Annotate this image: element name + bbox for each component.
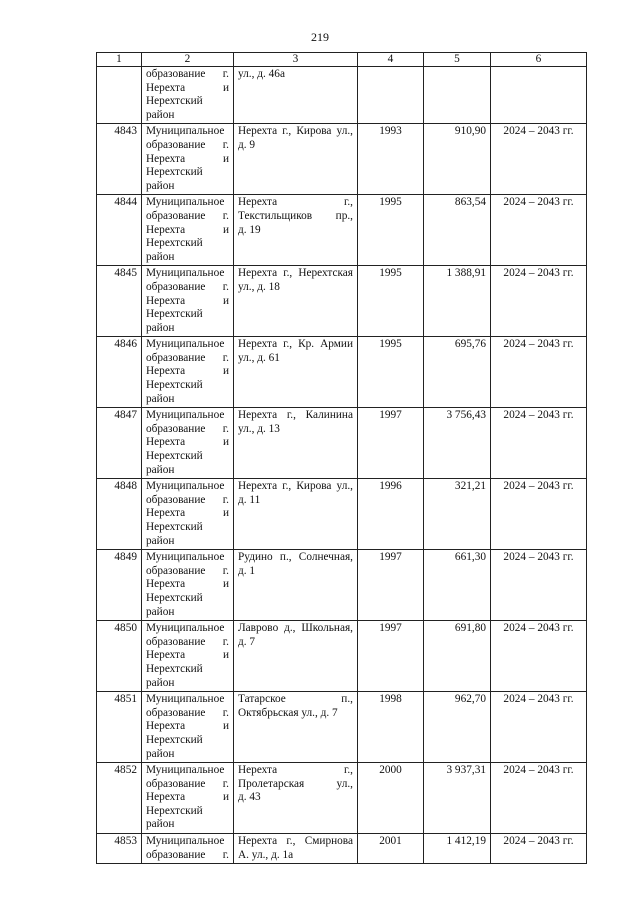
owner-line: район <box>146 250 175 263</box>
address-line: Нерехта г., Кирова ул., <box>238 480 353 493</box>
page-number: 219 <box>311 30 329 44</box>
address-line: д. 43 <box>238 791 261 804</box>
address-line: Пролетарская ул., <box>238 777 353 790</box>
period-cell: 2024 – 2043 гг. <box>491 621 587 692</box>
record-number: 4849 <box>97 550 142 621</box>
address-line: Рудино п., Солнечная, <box>238 551 353 564</box>
address-cell <box>234 479 358 550</box>
owner-line: район <box>146 108 175 121</box>
owner-line: образование г. <box>146 138 229 151</box>
address-line: д. 9 <box>238 138 256 151</box>
table-row <box>97 621 587 692</box>
owner-line: образование г. <box>146 493 229 506</box>
address-line: Нерехта г., Кирова ул., <box>238 125 353 138</box>
owner-line: район <box>146 676 175 689</box>
owner-cell <box>142 266 234 337</box>
owner-line: образование г. <box>146 280 229 293</box>
owner-cell <box>142 479 234 550</box>
address-cell <box>234 67 358 124</box>
column-header: 4 <box>358 53 424 67</box>
area-cell: 962,70 <box>424 692 491 763</box>
period-cell: 2024 – 2043 гг. <box>491 692 587 763</box>
period-cell: 2024 – 2043 гг. <box>491 479 587 550</box>
column-header: 6 <box>491 53 587 67</box>
record-number: 4853 <box>97 834 142 864</box>
address-line: ул., д. 46а <box>238 68 285 80</box>
year-cell <box>358 67 424 124</box>
owner-line: Муниципальное <box>146 338 225 351</box>
owner-line: Нерехтский <box>146 591 203 604</box>
owner-cell <box>142 337 234 408</box>
address-line: Лаврово д., Школьная, <box>238 622 353 635</box>
owner-line: Нерехта и <box>146 507 229 520</box>
table-row <box>97 763 587 834</box>
owner-line: Муниципальное <box>146 267 225 280</box>
record-number: 4851 <box>97 692 142 763</box>
record-number: 4850 <box>97 621 142 692</box>
address-line: Октябрьская ул., д. 7 <box>238 706 338 719</box>
owner-cell <box>142 550 234 621</box>
column-header: 5 <box>424 53 491 67</box>
address-line: Нерехта г., <box>238 196 353 209</box>
owner-line: Нерехта и <box>146 649 229 662</box>
owner-cell <box>142 124 234 195</box>
table-row <box>97 834 587 864</box>
address-line: Нерехта г., Кр. Армии <box>238 338 353 351</box>
owner-line: Нерехтский <box>146 662 203 675</box>
address-line: Нерехта г., Нерехтская <box>238 267 353 280</box>
address-line: Татарское п., <box>238 693 353 706</box>
owner-line: образование г. <box>146 848 229 861</box>
owner-line: образование г. <box>146 777 229 790</box>
owner-line: Нерехта и <box>146 436 229 449</box>
owner-line: Муниципальное <box>146 835 225 848</box>
address-line: Текстильщиков пр., <box>238 209 353 222</box>
owner-line: Муниципальное <box>146 764 225 777</box>
owner-line: Нерехтский <box>146 450 203 463</box>
address-line: Нерехта г., <box>238 764 353 777</box>
year-cell: 1995 <box>358 337 424 408</box>
owner-line: Нерехта и <box>146 223 229 236</box>
address-line: д. 19 <box>238 223 261 236</box>
area-cell: 1 412,19 <box>424 834 491 864</box>
address-line: д. 11 <box>238 493 261 506</box>
record-number: 4848 <box>97 479 142 550</box>
owner-line: Нерехтский <box>146 308 203 321</box>
owner-cell <box>142 834 234 864</box>
year-cell: 2001 <box>358 834 424 864</box>
owner-line: образование г. <box>146 209 229 222</box>
owner-line: район <box>146 605 175 618</box>
period-cell: 2024 – 2043 гг. <box>491 337 587 408</box>
owner-line: Нерехтский <box>146 733 203 746</box>
column-header: 3 <box>234 53 358 67</box>
address-cell <box>234 834 358 864</box>
address-line: д. 7 <box>238 635 256 648</box>
record-number: 4843 <box>97 124 142 195</box>
period-cell: 2024 – 2043 гг. <box>491 124 587 195</box>
record-number: 4844 <box>97 195 142 266</box>
year-cell: 1998 <box>358 692 424 763</box>
period-cell: 2024 – 2043 гг. <box>491 834 587 864</box>
year-cell: 1997 <box>358 621 424 692</box>
address-cell <box>234 550 358 621</box>
address-cell <box>234 621 358 692</box>
owner-line: Нерехтский <box>146 166 203 179</box>
record-number: 4846 <box>97 337 142 408</box>
address-cell <box>234 408 358 479</box>
owner-line: образование г. <box>146 706 229 719</box>
owner-line: Нерехта и <box>146 578 229 591</box>
owner-line: Нерехтский <box>146 379 203 392</box>
year-cell: 2000 <box>358 763 424 834</box>
record-number: 4845 <box>97 266 142 337</box>
year-cell: 1996 <box>358 479 424 550</box>
owner-cell <box>142 195 234 266</box>
owner-line: Нерехта и <box>146 365 229 378</box>
address-cell <box>234 763 358 834</box>
owner-line: образование г. <box>146 564 229 577</box>
record-number: 4847 <box>97 408 142 479</box>
owner-cell <box>142 763 234 834</box>
owner-line: образование г. <box>146 422 229 435</box>
address-cell <box>234 124 358 195</box>
period-cell: 2024 – 2043 гг. <box>491 408 587 479</box>
table-row <box>97 479 587 550</box>
address-cell <box>234 195 358 266</box>
record-number: 4852 <box>97 763 142 834</box>
owner-line: Нерехта и <box>146 152 229 165</box>
owner-line: образование г. <box>146 635 229 648</box>
owner-line: Нерехта и <box>146 791 229 804</box>
table-row <box>97 124 587 195</box>
continuation-row <box>97 67 587 124</box>
owner-line: образование г. <box>146 68 229 80</box>
address-cell <box>234 692 358 763</box>
address-line: ул., д. 18 <box>238 280 280 293</box>
year-cell: 1997 <box>358 550 424 621</box>
table-row <box>97 692 587 763</box>
owner-line: район <box>146 818 175 831</box>
table-row <box>97 408 587 479</box>
area-cell: 863,54 <box>424 195 491 266</box>
period-cell: 2024 – 2043 гг. <box>491 195 587 266</box>
owner-line: Нерехтский <box>146 95 203 108</box>
owner-line: Муниципальное <box>146 622 225 635</box>
registry-table <box>96 52 587 864</box>
owner-cell <box>142 621 234 692</box>
header-row <box>97 53 587 67</box>
owner-line: район <box>146 747 175 760</box>
owner-line: Нерехтский <box>146 804 203 817</box>
period-cell: 2024 – 2043 гг. <box>491 763 587 834</box>
owner-line: Муниципальное <box>146 409 225 422</box>
area-cell: 661,30 <box>424 550 491 621</box>
address-line: Нерехта г., Смирнова <box>238 835 353 848</box>
period-cell: 2024 – 2043 гг. <box>491 266 587 337</box>
address-line: Нерехта г., Калинина <box>238 409 353 422</box>
year-cell: 1995 <box>358 195 424 266</box>
owner-line: район <box>146 179 175 192</box>
table-row <box>97 337 587 408</box>
owner-line: район <box>146 463 175 476</box>
owner-cell <box>142 692 234 763</box>
table-row <box>97 195 587 266</box>
year-cell: 1993 <box>358 124 424 195</box>
table-row <box>97 550 587 621</box>
year-cell: 1997 <box>358 408 424 479</box>
owner-line: район <box>146 392 175 405</box>
owner-line: Нерехта и <box>146 720 229 733</box>
owner-line: Муниципальное <box>146 551 225 564</box>
column-header: 2 <box>142 53 234 67</box>
area-cell <box>424 67 491 124</box>
area-cell: 910,90 <box>424 124 491 195</box>
owner-cell <box>142 408 234 479</box>
owner-line: район <box>146 534 175 547</box>
address-line: д. 1 <box>238 564 256 577</box>
area-cell: 321,21 <box>424 479 491 550</box>
period-cell: 2024 – 2043 гг. <box>491 550 587 621</box>
address-line: А. ул., д. 1а <box>238 848 294 861</box>
address-cell <box>234 266 358 337</box>
area-cell: 695,76 <box>424 337 491 408</box>
year-cell: 1995 <box>358 266 424 337</box>
table-row <box>97 266 587 337</box>
owner-line: Муниципальное <box>146 125 225 138</box>
owner-line: Нерехтский <box>146 237 203 250</box>
owner-cell <box>142 67 234 124</box>
owner-line: Муниципальное <box>146 480 225 493</box>
owner-line: Муниципальное <box>146 196 225 209</box>
address-cell <box>234 337 358 408</box>
area-cell: 3 937,31 <box>424 763 491 834</box>
area-cell: 3 756,43 <box>424 408 491 479</box>
owner-line: Нерехта и <box>146 81 229 94</box>
number-cell <box>97 67 142 124</box>
area-cell: 691,80 <box>424 621 491 692</box>
period-cell <box>491 67 587 124</box>
owner-line: образование г. <box>146 351 229 364</box>
owner-line: район <box>146 321 175 334</box>
owner-line: Нерехта и <box>146 294 229 307</box>
area-cell: 1 388,91 <box>424 266 491 337</box>
address-line: ул., д. 61 <box>238 351 280 364</box>
owner-line: Нерехтский <box>146 521 203 533</box>
owner-line: Муниципальное <box>146 693 225 706</box>
address-line: ул., д. 13 <box>238 422 280 435</box>
column-header: 1 <box>97 53 142 67</box>
